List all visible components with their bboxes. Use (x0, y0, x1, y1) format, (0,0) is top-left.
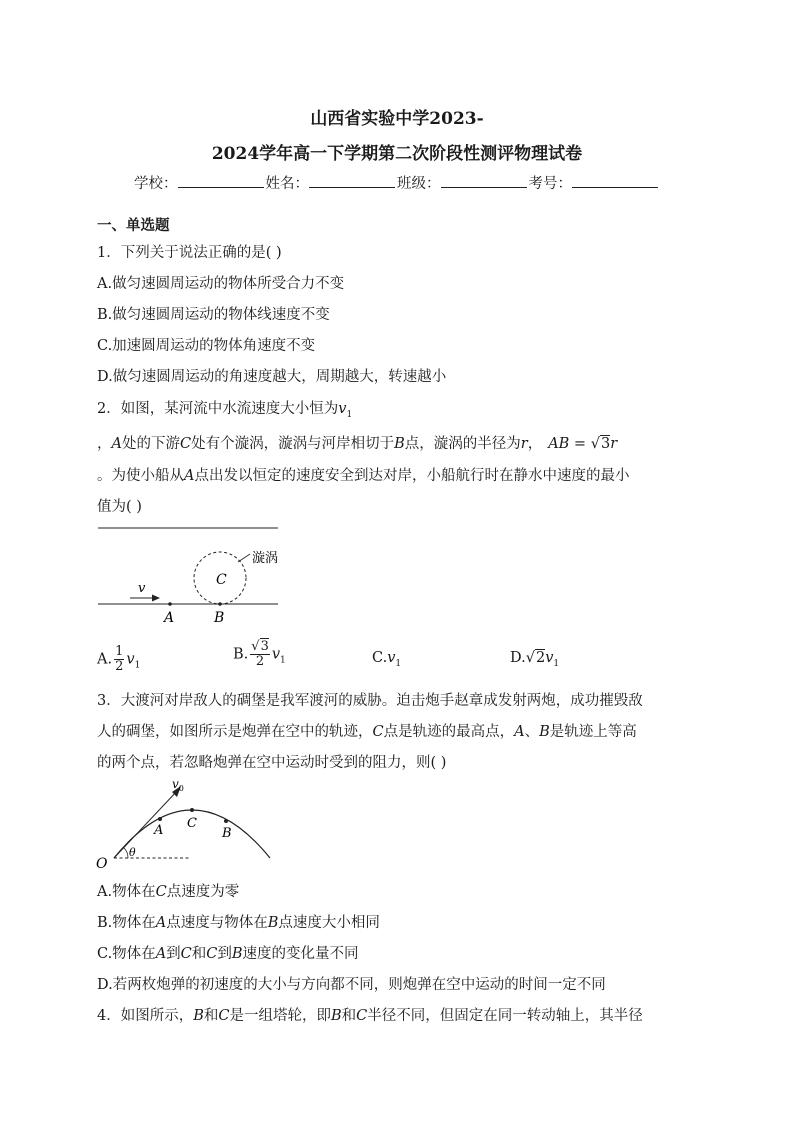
q2-var-v-sub: 1 (346, 409, 353, 420)
q2-opt-d-label: D. (510, 650, 526, 666)
q3-line-3: 的两个点，若忽略炮弹在空中运动时受到的阻力，则( ) (97, 755, 447, 771)
q3-label-b: B (222, 826, 232, 841)
q3-opt-a-var-c: C (155, 884, 167, 900)
q2-l2-var-a: A (111, 436, 122, 452)
q2-opt-d-var: v (545, 650, 554, 666)
q2-opt-a-var: v (126, 651, 135, 668)
q2-velocity-arrowhead (152, 595, 160, 602)
q3-opt-b-2: 点速度与物体在 (166, 915, 268, 931)
q2-river-figure (94, 520, 294, 630)
q2-label-b: B (214, 610, 225, 626)
q2-label-a: A (164, 610, 175, 626)
q2-line-1-text: 2．如图，某河流中水流速度大小恒为 (97, 401, 339, 417)
q3-opt-c-5: 速度的变化量不同 (242, 946, 359, 962)
q2-opt-b-num: √3 (251, 639, 269, 654)
q3-opt-c-2: 到 (166, 946, 181, 962)
q2-opt-a-den: 2 (115, 659, 124, 674)
q2-line-2 (97, 432, 617, 453)
q2-option-c (372, 650, 401, 669)
q2-opt-b-sqrt: 3 (260, 639, 269, 654)
q3-opt-b-var-b: B (267, 915, 279, 931)
q3-opt-b-1: B.物体在 (97, 915, 156, 931)
q3-angle-arc (124, 848, 128, 858)
q4-l1-var-c: C (218, 1008, 230, 1024)
q3-opt-b-3: 点速度大小相同 (278, 915, 380, 931)
q4-l1-e: 半径不同，但固定在同一转动轴上，其半径 (367, 1008, 643, 1024)
q4-l1-var-c2: C (356, 1008, 368, 1024)
q2-l2-b: 处的下游 (121, 436, 180, 452)
q1-option-b: B.做匀速圆周运动的物体线速度不变 (97, 307, 330, 323)
q2-formula-eq: = (569, 436, 591, 452)
q2-formula: AB = √3r (548, 436, 618, 452)
q3-point-c (190, 808, 194, 812)
q2-opt-c-label: C. (372, 650, 388, 666)
q3-opt-a-1: A.物体在 (97, 884, 156, 900)
q2-opt-d-sub: 1 (553, 658, 560, 669)
q2-formula-sqrt: 3 (600, 436, 611, 452)
q2-opt-b-var: v (271, 646, 281, 663)
q2-option-a (97, 645, 140, 674)
q2-opt-b-sub: 1 (280, 655, 286, 666)
q1-option-c: C.加速圆周运动的物体角速度不变 (97, 338, 316, 354)
q3-trajectory-figure (92, 776, 282, 876)
q2-opt-d-sqrt: 2 (535, 650, 546, 666)
q3-point-a (158, 817, 162, 821)
student-info-line (0, 172, 794, 193)
q2-opt-c-sub: 1 (395, 658, 402, 669)
q3-opt-c-var-c2: C (206, 946, 218, 962)
title-line-2: 2024学年高一下学期第二次阶段性测评物理试卷 (211, 144, 583, 164)
q3-label-theta: θ (129, 846, 136, 859)
q2-l2-d: 点，漩涡的半径为 (404, 436, 521, 452)
q2-l2-var-r: r (520, 436, 528, 452)
q1-stem: 1．下列关于说法正确的是( ) (97, 245, 282, 261)
q2-option-b (233, 640, 286, 669)
q3-opt-c-4: 到 (217, 946, 232, 962)
q3-l2-var-c: C (372, 724, 384, 740)
q3-v0-vector (114, 790, 178, 858)
q2-opt-b-fraction (250, 640, 270, 669)
q3-l2-b: 点是轨迹的最高点， (383, 724, 515, 740)
q3-label-v0 (172, 777, 184, 793)
q4-l1-var-b: B (193, 1008, 204, 1024)
title-line-1: 山西省实验中学2023- (310, 109, 484, 129)
q1-option-a: A.做匀速圆周运动的物体所受合力不变 (97, 276, 345, 292)
q3-opt-c-var-a: A (155, 946, 167, 962)
class-label: 班级： (397, 176, 441, 192)
q2-point-a (168, 602, 172, 606)
q3-l2-var-b: B (539, 724, 550, 740)
q3-line-2 (97, 720, 637, 741)
q2-formula-lhs: AB (548, 436, 570, 452)
q2-opt-b-label: B. (233, 646, 249, 663)
exam-no-label: 考号： (528, 176, 572, 192)
q3-label-v0-v: v (172, 777, 179, 791)
q2-opt-a-fraction (114, 645, 124, 674)
q3-opt-c-3: 和 (191, 946, 207, 962)
q3-opt-c-var-b: B (231, 946, 243, 962)
q3-label-c: C (187, 816, 197, 831)
section-title: 一、单选题 (97, 217, 170, 234)
q3-l2-c: 、 (524, 724, 540, 740)
q3-label-v0-sub: 0 (178, 784, 184, 793)
q2-line-3 (97, 464, 629, 485)
name-label: 姓名： (265, 176, 309, 192)
q2-l3-var-a: A (184, 468, 195, 484)
school-blank[interactable] (178, 175, 264, 188)
q4-l1-b: 和 (203, 1008, 219, 1024)
q2-opt-b-den: 2 (255, 654, 265, 669)
q2-var-v: v (338, 401, 347, 417)
q2-l3-b: 点出发以恒定的速度安全到达对岸，小船航行时在静水中速度的最小 (194, 468, 630, 484)
q3-l2-a: 人的碉堡，如图所示是炮弹在空中的轨迹， (97, 724, 373, 740)
q4-l1-c: 是一组塔轮，即 (229, 1008, 331, 1024)
q2-line-1 (97, 397, 352, 420)
q3-l2-var-a: A (514, 724, 525, 740)
q2-l2-c: 处有个漩涡，漩涡与河岸相切于 (191, 436, 395, 452)
class-blank[interactable] (441, 175, 527, 188)
q4-l1-d: 和 (341, 1008, 357, 1024)
q2-label-v: v (138, 581, 146, 596)
q3-line-1: 3．大渡河对岸敌人的碉堡是我军渡河的威胁。迫击炮手赵章成发射两炮，成功摧毁敌 (97, 693, 643, 709)
q3-option-c (97, 942, 359, 963)
exam-no-blank[interactable] (572, 175, 658, 188)
q1-option-d: D.做匀速圆周运动的角速度越大，周期越大，转速越小 (97, 369, 447, 385)
q3-l2-d: 是轨迹上等高 (549, 724, 637, 740)
q3-opt-c-1: C.物体在 (97, 946, 156, 962)
q2-vortex-pointer (238, 554, 250, 562)
q3-point-b (224, 819, 228, 823)
q2-line-4: 值为( ) (97, 499, 142, 515)
q2-opt-a-num: 1 (115, 644, 124, 659)
q2-label-c: C (216, 572, 227, 588)
school-label: 学校： (134, 176, 178, 192)
q3-option-d: D.若两枚炮弹的初速度的大小与方向都不同，则炮弹在空中运动的时间一定不同 (97, 977, 606, 993)
q2-l2-var-b: B (394, 436, 405, 452)
q2-opt-a-label: A. (97, 651, 113, 668)
q4-line-1 (97, 1004, 643, 1025)
q4-l1-var-b2: B (331, 1008, 342, 1024)
q3-option-a (97, 880, 239, 901)
q2-l2-var-c: C (179, 436, 192, 452)
q3-option-b (97, 911, 380, 932)
q2-l3-a: 。为使小船从 (97, 468, 184, 484)
q2-formula-r: r (610, 436, 618, 452)
q3-label-o: O (96, 856, 108, 872)
q2-l2-e: ， (527, 436, 543, 452)
q2-label-vortex: 漩涡 (252, 551, 279, 566)
q2-point-b (218, 602, 222, 606)
q2-opt-c-var: v (387, 650, 396, 666)
q2-option-d: $D.√2v_1$ (510, 650, 560, 669)
q3-opt-c-var-c: C (180, 946, 192, 962)
q3-opt-b-var-a: A (155, 915, 167, 931)
q3-label-a: A (154, 823, 164, 838)
q3-opt-a-2: 点速度为零 (166, 884, 240, 900)
name-blank[interactable] (309, 175, 395, 188)
q2-l2-a: ， (97, 436, 112, 452)
q2-opt-a-sub: 1 (134, 660, 141, 671)
q4-l1-a: 4．如图所示， (97, 1008, 194, 1024)
